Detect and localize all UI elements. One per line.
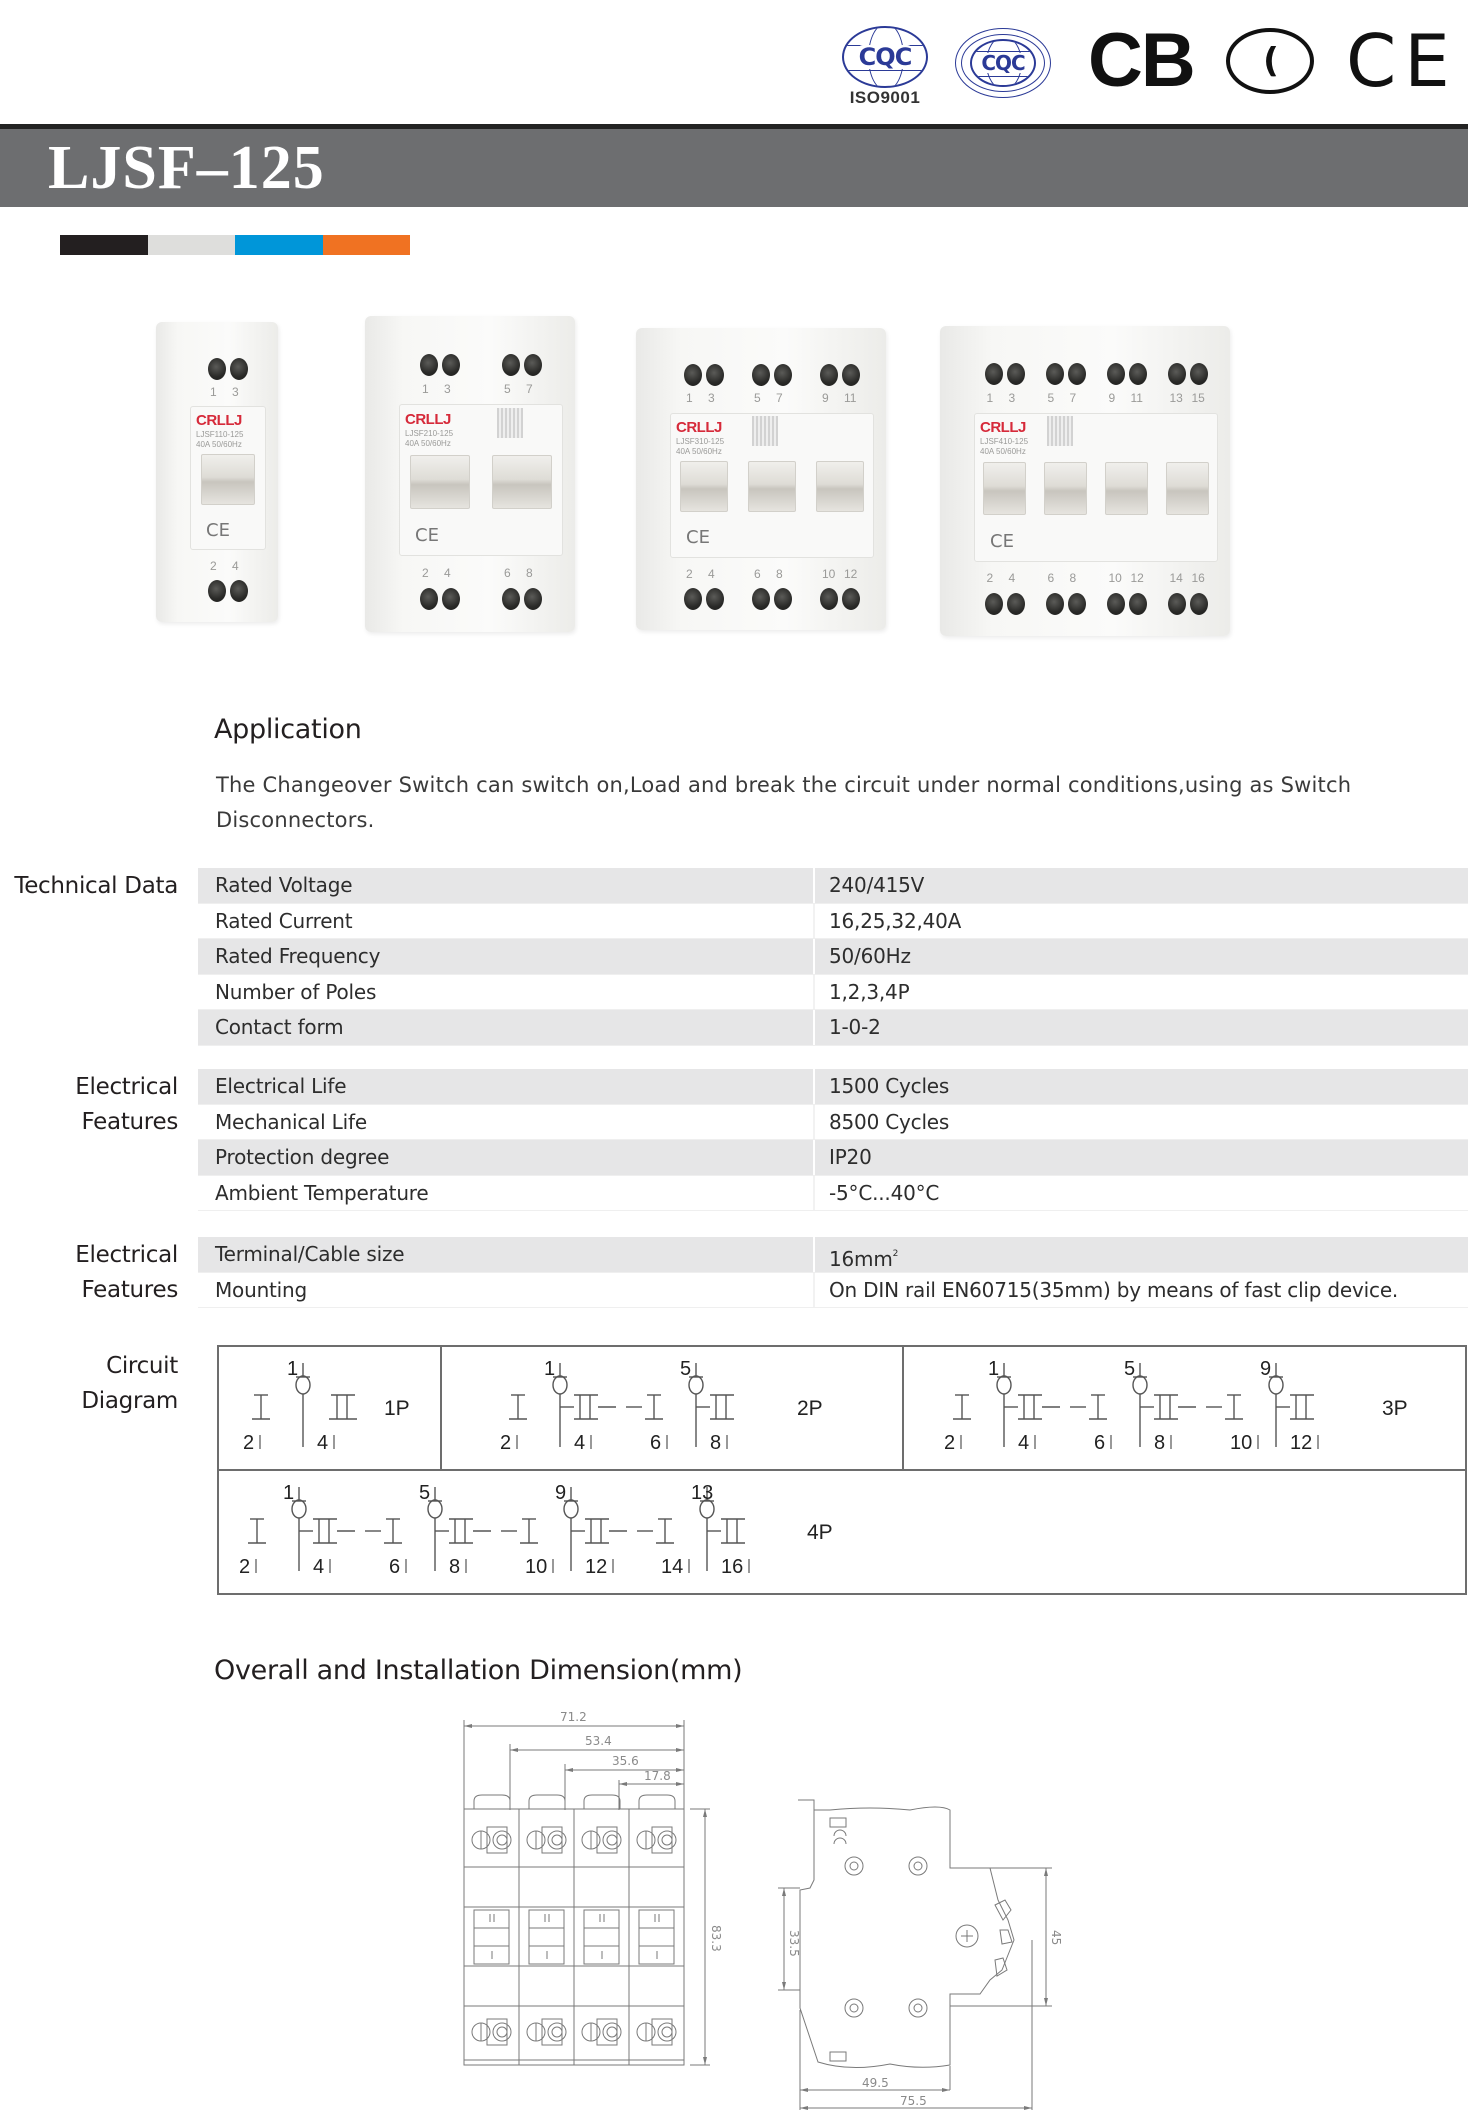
svg-text:9: 9 <box>1260 1358 1272 1380</box>
installation-features-table <box>198 1237 1468 1308</box>
svg-text:1: 1 <box>283 1482 295 1504</box>
table-row <box>198 1176 1468 1212</box>
front-view-drawing <box>440 1700 740 2100</box>
spec-value: IP20 <box>829 1145 872 1169</box>
ccc-icon: ((( <box>1226 28 1314 94</box>
dimension-heading: Overall and Installation Dimension(mm) <box>214 1655 743 1686</box>
svg-text:6: 6 <box>650 1432 662 1454</box>
product-photo-1p: 1 3 2 4 CRLLJ LJSF110-125 40A 50/60Hz CE <box>156 322 278 622</box>
svg-text:45: 45 <box>1049 1930 1063 1946</box>
technical-data-table <box>198 868 1468 1046</box>
circuit-diagram-box <box>217 1345 1467 1595</box>
circuit-schematic-2p <box>442 1347 904 1469</box>
table-row <box>198 904 1468 940</box>
svg-text:6: 6 <box>389 1556 401 1578</box>
svg-text:12: 12 <box>585 1556 608 1578</box>
table-row <box>198 1069 1468 1105</box>
svg-text:2P: 2P <box>797 1397 823 1420</box>
svg-text:33.5: 33.5 <box>787 1930 801 1957</box>
certification-seal-icon <box>955 28 1051 98</box>
spec-key: Ambient Temperature <box>198 1176 815 1211</box>
circuit-schematic-1p <box>219 1347 440 1469</box>
svg-text:1P: 1P <box>384 1397 410 1420</box>
svg-text:14: 14 <box>661 1556 684 1578</box>
svg-text:8: 8 <box>449 1556 461 1578</box>
spec-key: Protection degree <box>198 1140 815 1175</box>
globe-icon: CQC <box>970 39 1036 87</box>
svg-text:4: 4 <box>313 1556 325 1578</box>
table-row <box>198 939 1468 975</box>
table-row <box>198 1140 1468 1176</box>
circuit-cell-4p <box>219 1471 1465 1593</box>
svg-text:13: 13 <box>691 1482 714 1504</box>
spec-key: Rated Voltage <box>198 868 815 903</box>
svg-text:8: 8 <box>710 1432 722 1454</box>
svg-text:17.8: 17.8 <box>644 1769 671 1783</box>
spec-key: Terminal/Cable size <box>198 1237 815 1272</box>
ce-mark: CE <box>1346 19 1458 103</box>
spec-key: Electrical Life <box>198 1069 815 1104</box>
spec-value: 16,25,32,40A <box>829 908 962 933</box>
svg-text:1: 1 <box>287 1358 299 1380</box>
spec-key: Mounting <box>198 1273 815 1308</box>
svg-text:8: 8 <box>1154 1432 1166 1454</box>
spec-value: 240/415V <box>829 873 925 897</box>
svg-text:71.2: 71.2 <box>560 1710 587 1724</box>
installation-features-label: Electrical Features <box>75 1242 178 1303</box>
spec-key: Contact form <box>198 1010 815 1045</box>
iso9001-caption: ISO9001 <box>849 88 921 107</box>
svg-text:4: 4 <box>574 1432 586 1454</box>
svg-text:2: 2 <box>239 1556 251 1578</box>
svg-text:12: 12 <box>1290 1432 1313 1454</box>
circuit-schematic-3p <box>904 1347 1464 1469</box>
table-row <box>198 975 1468 1011</box>
product-photo-2p: 1 3 2 4 5 7 6 8 CRLLJ LJSF210-125 40A 50/60Hz CE <box>365 316 575 632</box>
svg-text:5: 5 <box>680 1358 692 1380</box>
svg-text:75.5: 75.5 <box>900 2094 927 2108</box>
circuit-row <box>219 1471 1465 1593</box>
svg-text:4: 4 <box>1018 1432 1030 1454</box>
circuit-row <box>219 1347 1465 1471</box>
title-bar <box>0 129 1468 207</box>
svg-text:35.6: 35.6 <box>612 1754 639 1768</box>
svg-text:2: 2 <box>944 1432 956 1454</box>
spec-key: Mechanical Life <box>198 1105 815 1140</box>
svg-text:3P: 3P <box>1382 1397 1408 1420</box>
product-title: LJSF–125 <box>48 134 325 202</box>
color-swatch-gray <box>148 235 236 255</box>
product-photo-4p: 1 3 2 4 5 7 6 8 9 11 10 12 13 15 14 16 CRLLJ LJSF410-125 40A 50/60Hz CE <box>940 326 1230 636</box>
color-strip <box>60 235 410 255</box>
svg-text:4: 4 <box>317 1432 329 1454</box>
svg-text:5: 5 <box>419 1482 431 1504</box>
cqc-iso9001-logo <box>840 26 930 88</box>
electrical-features-table <box>198 1069 1468 1211</box>
circuit-diagram-label: Circuit Diagram <box>81 1353 178 1414</box>
application-heading: Application <box>214 714 362 745</box>
spec-key: Rated Current <box>198 904 815 939</box>
svg-text:1: 1 <box>988 1358 1000 1380</box>
circuit-schematic-4p <box>219 1471 1465 1591</box>
ccc-mark <box>1226 28 1314 94</box>
table-row <box>198 1237 1468 1273</box>
cqc-certification-logo <box>954 27 1052 99</box>
spec-value: $16mm^2$ <box>829 1247 899 1271</box>
globe-icon: CQC <box>842 26 928 88</box>
svg-text:16: 16 <box>721 1556 744 1578</box>
color-swatch-orange <box>323 235 411 255</box>
svg-text:9: 9 <box>555 1482 567 1504</box>
spec-value: 50/60Hz <box>829 944 911 968</box>
application-text: The Changeover Switch can switch on,Load and break the circuit under normal conditions,using as Switch Disconnectors. <box>216 773 1352 832</box>
svg-text:10: 10 <box>525 1556 548 1578</box>
table-row <box>198 1105 1468 1141</box>
cb-mark: CB <box>1088 18 1194 103</box>
color-swatch-blue <box>235 235 323 255</box>
spec-value: 1,2,3,4P <box>829 979 910 1004</box>
spec-key: Rated Frequency <box>198 939 815 974</box>
svg-text:10: 10 <box>1230 1432 1253 1454</box>
spec-key: Number of Poles <box>198 975 815 1010</box>
svg-text:83.3: 83.3 <box>709 1925 723 1952</box>
svg-text:2: 2 <box>243 1432 255 1454</box>
svg-text:5: 5 <box>1124 1358 1136 1380</box>
spec-value: On DIN rail EN60715(35mm) by means of fast clip device. <box>829 1277 1399 1302</box>
spec-value: 8500 Cycles <box>829 1109 950 1134</box>
table-row <box>198 1010 1468 1046</box>
table-row <box>198 1273 1468 1309</box>
svg-text:53.4: 53.4 <box>585 1734 612 1748</box>
svg-text:1: 1 <box>544 1358 556 1380</box>
svg-text:6: 6 <box>1094 1432 1106 1454</box>
table-row <box>198 868 1468 904</box>
circuit-cell-3p <box>902 1347 1465 1469</box>
electrical-features-label: Electrical Features <box>75 1074 178 1135</box>
side-view-drawing <box>770 1780 1070 2112</box>
svg-text:2: 2 <box>500 1432 512 1454</box>
technical-data-label: Technical Data <box>14 873 178 899</box>
circuit-cell-1p <box>219 1347 440 1469</box>
svg-text:49.5: 49.5 <box>862 2076 889 2090</box>
spec-value: 1500 Cycles <box>829 1074 950 1098</box>
circuit-cell-2p <box>440 1347 902 1469</box>
color-swatch-black <box>60 235 148 255</box>
svg-text:4P: 4P <box>807 1521 833 1544</box>
product-photo-3p: 1 3 2 4 5 7 6 8 9 11 10 12 CRLLJ LJSF310-125 40A 50/60Hz CE <box>636 328 886 630</box>
spec-value: -5°C...40°C <box>829 1180 940 1205</box>
spec-value: 1-0-2 <box>829 1015 881 1039</box>
